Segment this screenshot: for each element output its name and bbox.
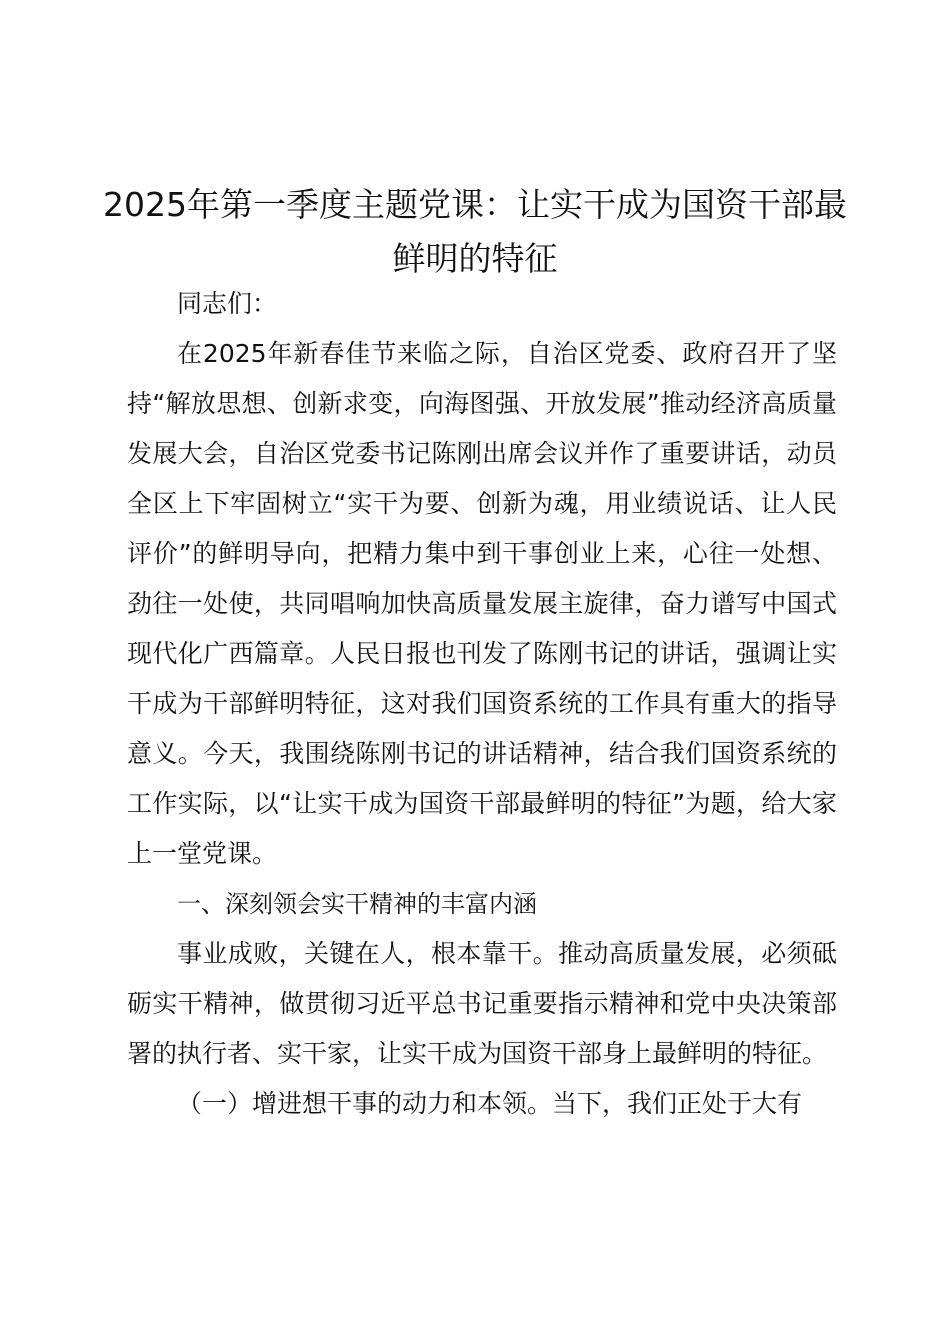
section-heading: 一、深刻领会实干精神的丰富内涵: [177, 890, 537, 918]
body-paragraph: 在2025年新春佳节来临之际，自治区党委、政府召开了坚持“解放思想、创新求变，向海图强、开放发展”推动经济高质量发展大会，自治区党委书记陈刚出席会议并作了重要讲话，动员全区上下牢固树立“实干为要、创新为魂，用业绩说话、让人民评价”的鲜明导向，把精力集中到干事创业上来，心往一处想、劲往一处使，共同唱响加快高质量发展主旋律，奋力谱写中国式现代化广西篇章。人民日报也刊发了陈刚书记的讲话，强调让实干成为干部鲜明特征，这对我们国资系统的工作具有重大的指导意义。今天，我围绕陈刚书记的讲话精神，结合我们国资系统的工作实际，以“让实干成为国资干部最鲜明的特征”为题，给大家上一堂党课。: [127, 339, 837, 868]
body-paragraph: 事业成败，关键在人，根本靠干。推动高质量发展，必须砥砺实干精神，做贯彻习近平总书记重要指示精神和党中央决策部署的执行者、实干家，让实干成为国资干部身上最鲜明的特征。: [127, 939, 837, 1068]
document-body: [127, 279, 837, 1129]
body-paragraph: （一）增进想干事的动力和本领。当下，我们正处于大有: [177, 1089, 803, 1118]
greeting: 同志们：: [177, 289, 278, 318]
document-title: 2025年第一季度主题党课：让实干成为国资干部最鲜明的特征: [103, 185, 847, 278]
